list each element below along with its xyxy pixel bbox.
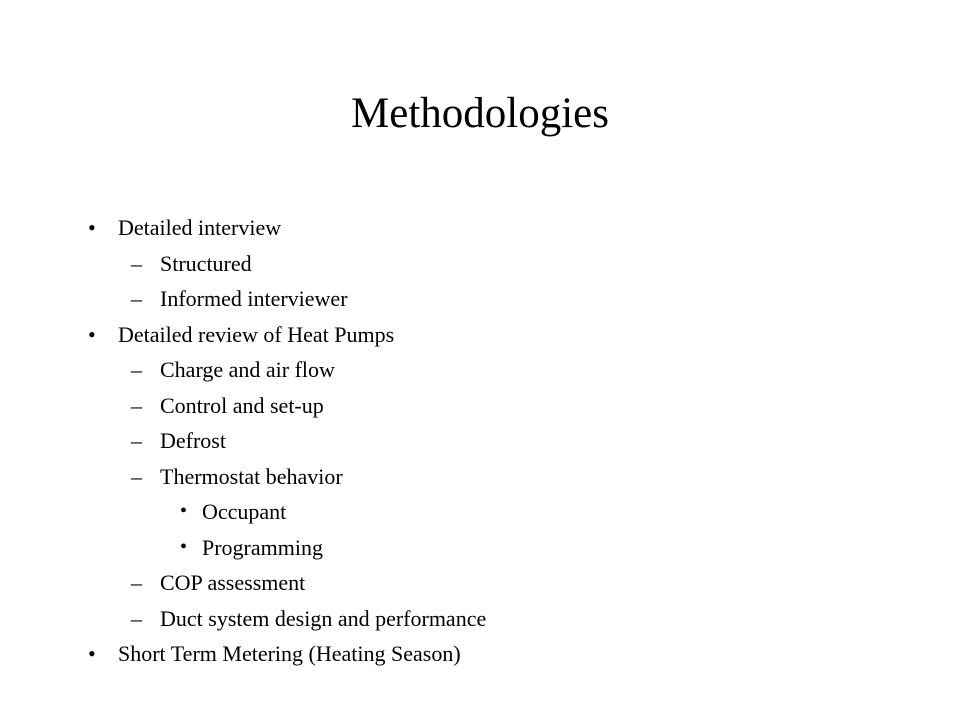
dash-marker: – — [131, 250, 142, 276]
sub-item-structured — [0, 246, 960, 282]
sub-sub-item-programming — [0, 530, 960, 566]
dash-marker: – — [131, 392, 142, 418]
sub-item-text: Defrost — [160, 428, 226, 453]
sub-item-text: Control and set-up — [160, 392, 324, 418]
sub-item-duct-system — [0, 601, 960, 637]
sub-sub-item-text: Occupant — [202, 499, 287, 524]
slide-title: Methodologies — [351, 90, 609, 137]
bullet-list — [0, 210, 960, 672]
bullet-marker: • — [180, 500, 188, 522]
sub-item-text: Charge and air flow — [160, 357, 335, 382]
sub-item-cop-assessment — [0, 565, 960, 601]
sub-item-control-setup — [0, 388, 960, 424]
sub-item-defrost — [0, 423, 960, 459]
dash-marker: – — [131, 605, 142, 631]
sub-item-text: Duct system design and performance — [160, 605, 487, 631]
dash-marker: – — [131, 570, 142, 595]
sub-item-charge-air-flow — [0, 352, 960, 388]
sub-sub-item-text: Programming — [202, 534, 323, 560]
sub-item-text: COP assessment — [160, 570, 306, 595]
bullet-item-detailed-interview — [0, 210, 960, 246]
bullet-item-heat-pump-review — [0, 317, 960, 353]
bullet-marker: • — [180, 535, 188, 558]
dash-marker: – — [131, 428, 142, 453]
bullet-item-short-term-metering — [0, 636, 960, 672]
sub-item-text: Structured — [160, 250, 252, 276]
sub-item-text: Informed interviewer — [160, 286, 348, 311]
sub-item-text: Thermostat behavior — [160, 463, 343, 489]
sub-sub-item-occupant — [0, 494, 960, 530]
dash-marker: – — [131, 463, 142, 489]
bullet-text: Detailed interview — [118, 215, 282, 240]
bullet-text: Detailed review of Heat Pumps — [118, 321, 395, 347]
bullet-marker: • — [88, 641, 96, 666]
dash-marker: – — [131, 286, 142, 311]
sub-item-informed-interviewer — [0, 281, 960, 317]
bullet-marker: • — [88, 215, 96, 240]
sub-item-thermostat-behavior — [0, 459, 960, 495]
bullet-text: Short Term Metering (Heating Season) — [118, 641, 461, 666]
bullet-marker: • — [88, 321, 96, 347]
dash-marker: – — [131, 357, 142, 382]
